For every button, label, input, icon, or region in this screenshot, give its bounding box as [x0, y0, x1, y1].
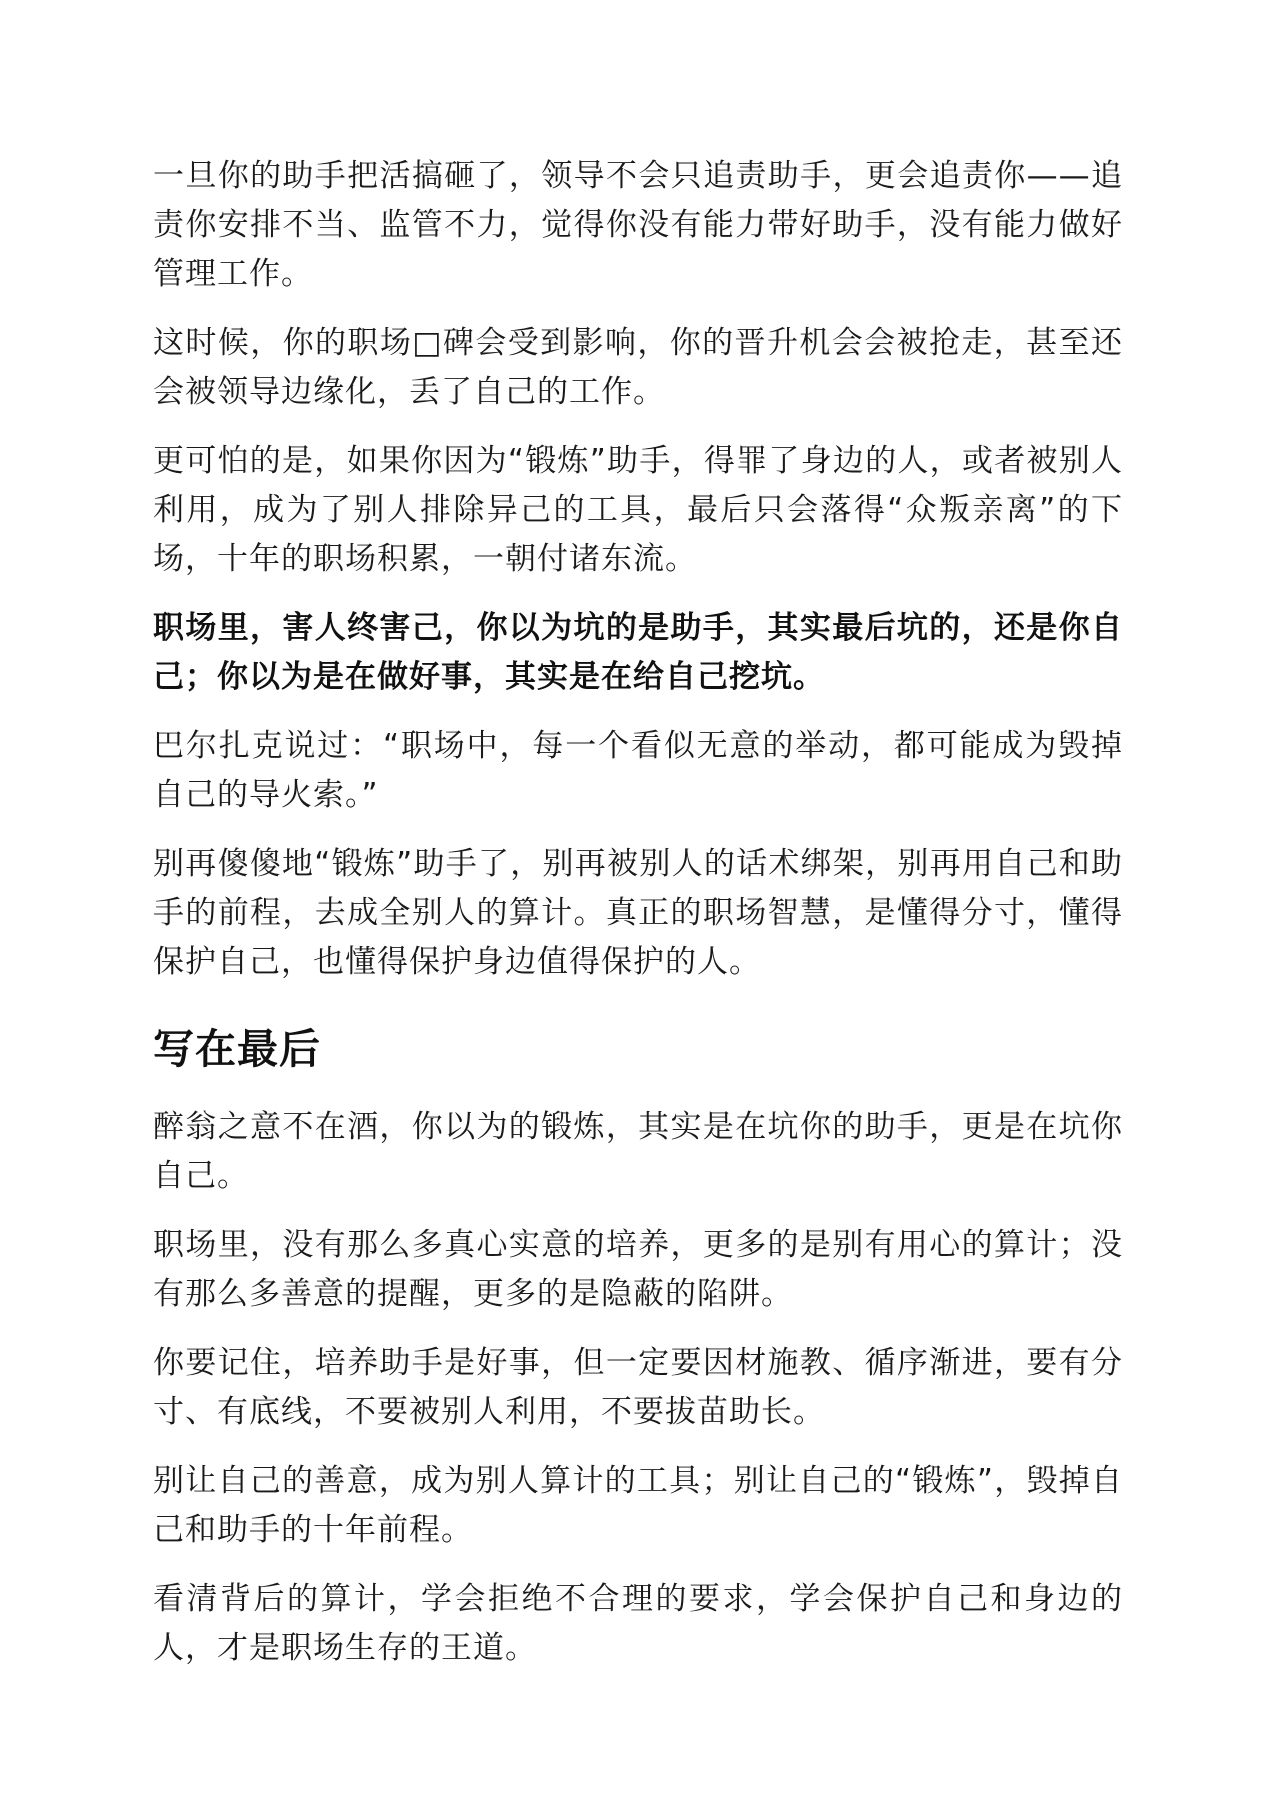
paragraph: 别再傻傻地“锻炼”助手了，别再被别人的话术绑架，别再用自己和助手的前程，去成全别人的算计。真正的职场智慧，是懂得分寸，懂得保护自己，也懂得保护身边值得保护的人。 [153, 846, 1123, 980]
bold-paragraph: 职场里，害人终害己，你以为坑的是助手，其实最后坑的，还是你自己；你以为是在做好事，其实是在给自己挖坑。 [153, 610, 1123, 695]
article-page [153, 152, 1123, 1693]
paragraph: 别让自己的善意，成为别人算计的工具；别让自己的“锻炼”，毁掉自己和助手的十年前程。 [153, 1463, 1123, 1548]
paragraph: 职场里，没有那么多真心实意的培养，更多的是别有用心的算计；没有那么多善意的提醒，更多的是隐蔽的陷阱。 [153, 1227, 1123, 1312]
quote-paragraph: 巴尔扎克说过：“职场中，每一个看似无意的举动，都可能成为毁掉自己的导火索。” [153, 728, 1123, 813]
paragraph: 一旦你的助手把活搞砸了，领导不会只追责助手，更会追责你——追责你安排不当、监管不力，觉得你没有能力带好助手，没有能力做好管理工作。 [153, 158, 1123, 292]
paragraph: 更可怕的是，如果你因为“锻炼”助手，得罪了身边的人，或者被别人利用，成为了别人排除异己的工具，最后只会落得“众叛亲离”的下场，十年的职场积累，一朝付诸东流。 [153, 443, 1123, 577]
paragraph: 看清背后的算计，学会拒绝不合理的要求，学会保护自己和身边的人，才是职场生存的王道。 [153, 1581, 1123, 1666]
section-heading: 写在最后 [153, 1025, 321, 1073]
paragraph: 你要记住，培养助手是好事，但一定要因材施教、循序渐进，要有分寸、有底线，不要被别人利用，不要拔苗助长。 [153, 1345, 1123, 1430]
paragraph: 这时候，你的职场□碑会受到影响，你的晋升机会会被抢走，甚至还会被领导边缘化，丢了自己的工作。 [153, 325, 1123, 410]
paragraph: 醉翁之意不在酒，你以为的锻炼，其实是在坑你的助手，更是在坑你自己。 [153, 1109, 1123, 1194]
